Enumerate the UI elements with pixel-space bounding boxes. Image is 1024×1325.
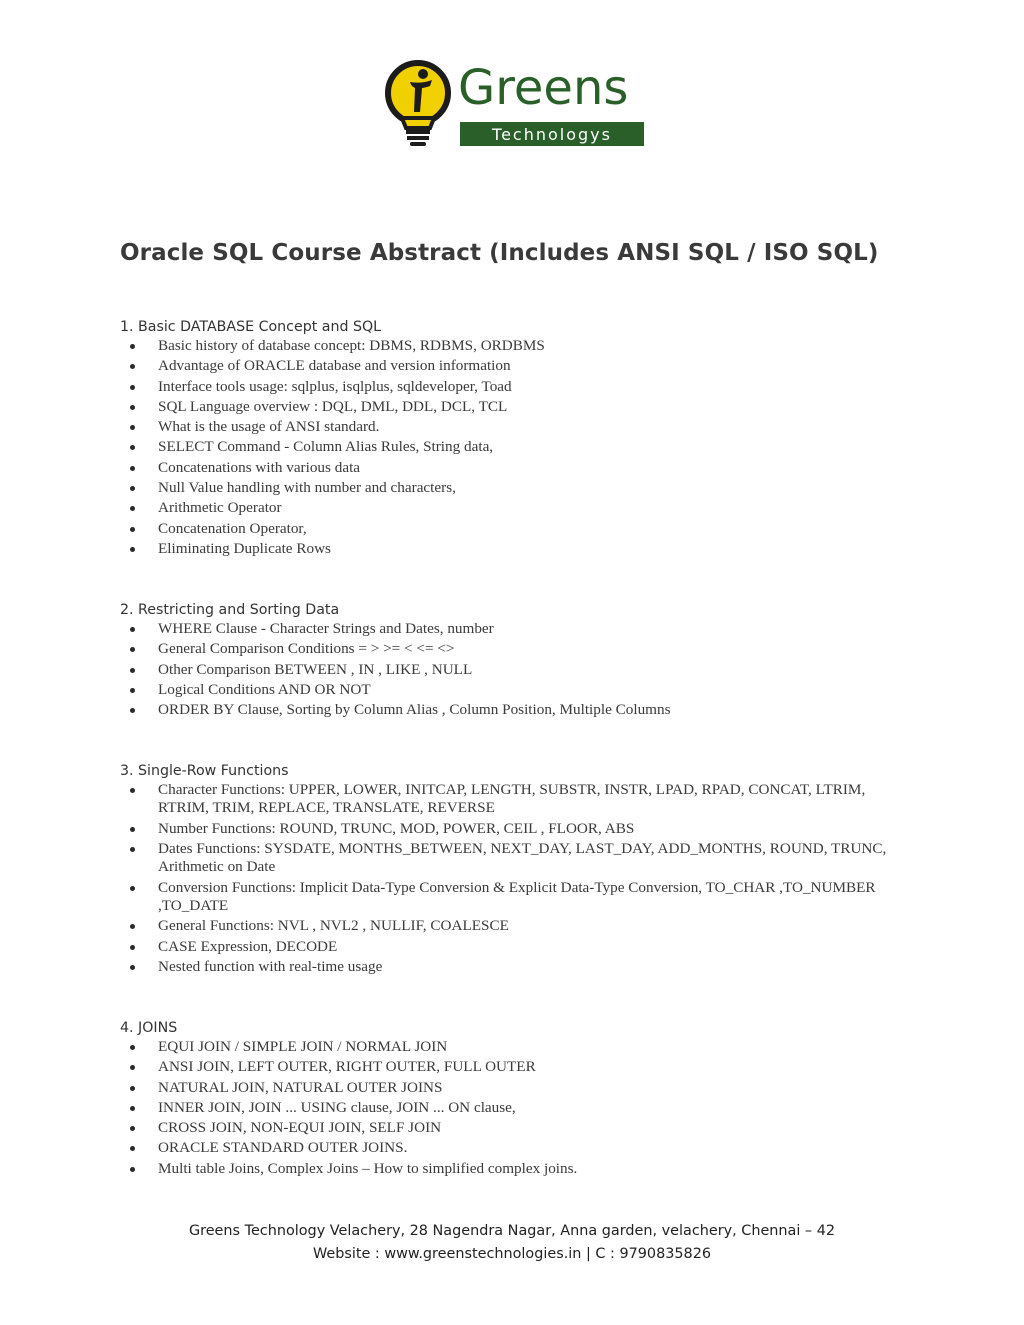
section-heading: 2. Restricting and Sorting Data bbox=[120, 602, 340, 618]
section-list bbox=[120, 620, 900, 720]
list-item: Arithmetic Operator bbox=[120, 499, 900, 517]
list-item: SQL Language overview : DQL, DML, DDL, DCL, TCL bbox=[120, 398, 900, 416]
list-item: Character Functions: UPPER, LOWER, INITCAP, LENGTH, SUBSTR, INSTR, LPAD, RPAD, CONCAT, LTRIM, RTRIM, TRIM, REPLACE, TRANSLATE, REVERSE bbox=[120, 781, 900, 818]
list-item: Multi table Joins, Complex Joins – How to simplified complex joins. bbox=[120, 1160, 900, 1178]
list-item: NATURAL JOIN, NATURAL OUTER JOINS bbox=[120, 1079, 900, 1097]
page-title: Oracle SQL Course Abstract (Includes ANSI SQL / ISO SQL) bbox=[120, 240, 879, 266]
list-item: CROSS JOIN, NON-EQUI JOIN, SELF JOIN bbox=[120, 1119, 900, 1137]
list-item: Nested function with real-time usage bbox=[120, 958, 900, 976]
footer-address: Greens Technology Velachery, 28 Nagendra Nagar, Anna garden, velachery, Chennai – 42 bbox=[188, 1223, 836, 1239]
list-item: Basic history of database concept: DBMS, RDBMS, ORDBMS bbox=[120, 337, 900, 355]
list-item: SELECT Command - Column Alias Rules, String data, bbox=[120, 438, 900, 456]
list-item: CASE Expression, DECODE bbox=[120, 938, 900, 956]
section-list bbox=[120, 337, 900, 558]
list-item: INNER JOIN, JOIN ... USING clause, JOIN ... ON clause, bbox=[120, 1099, 900, 1117]
list-item: Null Value handling with number and characters, bbox=[120, 479, 900, 497]
list-item: Conversion Functions: Implicit Data-Type Conversion & Explicit Data-Type Conversion, TO_CHAR ,TO_NUMBER ,TO_DATE bbox=[120, 879, 900, 916]
list-item: Logical Conditions AND OR NOT bbox=[120, 681, 900, 699]
section-basic-database bbox=[120, 317, 900, 560]
logo-tagline: Technologys bbox=[492, 125, 612, 144]
greens-logo bbox=[380, 58, 646, 150]
section-single-row-functions bbox=[120, 761, 900, 978]
list-item: Interface tools usage: sqlplus, isqlplus, sqldeveloper, Toad bbox=[120, 378, 900, 396]
list-item: ORDER BY Clause, Sorting by Column Alias , Column Position, Multiple Columns bbox=[120, 701, 900, 719]
section-list bbox=[120, 1038, 900, 1178]
list-item: Number Functions: ROUND, TRUNC, MOD, POWER, CEIL , FLOOR, ABS bbox=[120, 820, 900, 838]
logo-wordmark: Greens bbox=[458, 60, 629, 116]
list-item: EQUI JOIN / SIMPLE JOIN / NORMAL JOIN bbox=[120, 1038, 900, 1056]
list-item: ANSI JOIN, LEFT OUTER, RIGHT OUTER, FULL OUTER bbox=[120, 1058, 900, 1076]
list-item: Other Comparison BETWEEN , IN , LIKE , NULL bbox=[120, 661, 900, 679]
list-item: WHERE Clause - Character Strings and Dates, number bbox=[120, 620, 900, 638]
section-joins bbox=[120, 1018, 900, 1180]
list-item: General Comparison Conditions = > >= < <= <> bbox=[120, 640, 900, 658]
section-list bbox=[120, 781, 900, 976]
list-item: Eliminating Duplicate Rows bbox=[120, 540, 900, 558]
lightbulb-logo-icon bbox=[380, 58, 646, 150]
footer-contact: Website : www.greenstechnologies.in | C : 9790835826 bbox=[312, 1246, 712, 1262]
section-heading: 1. Basic DATABASE Concept and SQL bbox=[120, 319, 382, 335]
list-item: ORACLE STANDARD OUTER JOINS. bbox=[120, 1139, 900, 1157]
list-item: Advantage of ORACLE database and version information bbox=[120, 357, 900, 375]
list-item: Concatenations with various data bbox=[120, 459, 900, 477]
list-item: Concatenation Operator, bbox=[120, 520, 900, 538]
page-footer bbox=[0, 1220, 1024, 1266]
section-heading: 3. Single-Row Functions bbox=[120, 763, 289, 779]
section-heading: 4. JOINS bbox=[120, 1020, 178, 1036]
section-restricting-sorting bbox=[120, 600, 900, 721]
list-item: General Functions: NVL , NVL2 , NULLIF, COALESCE bbox=[120, 917, 900, 935]
list-item: What is the usage of ANSI standard. bbox=[120, 418, 900, 436]
list-item: Dates Functions: SYSDATE, MONTHS_BETWEEN, NEXT_DAY, LAST_DAY, ADD_MONTHS, ROUND, TRUNC, Arithmetic on Date bbox=[120, 840, 900, 877]
